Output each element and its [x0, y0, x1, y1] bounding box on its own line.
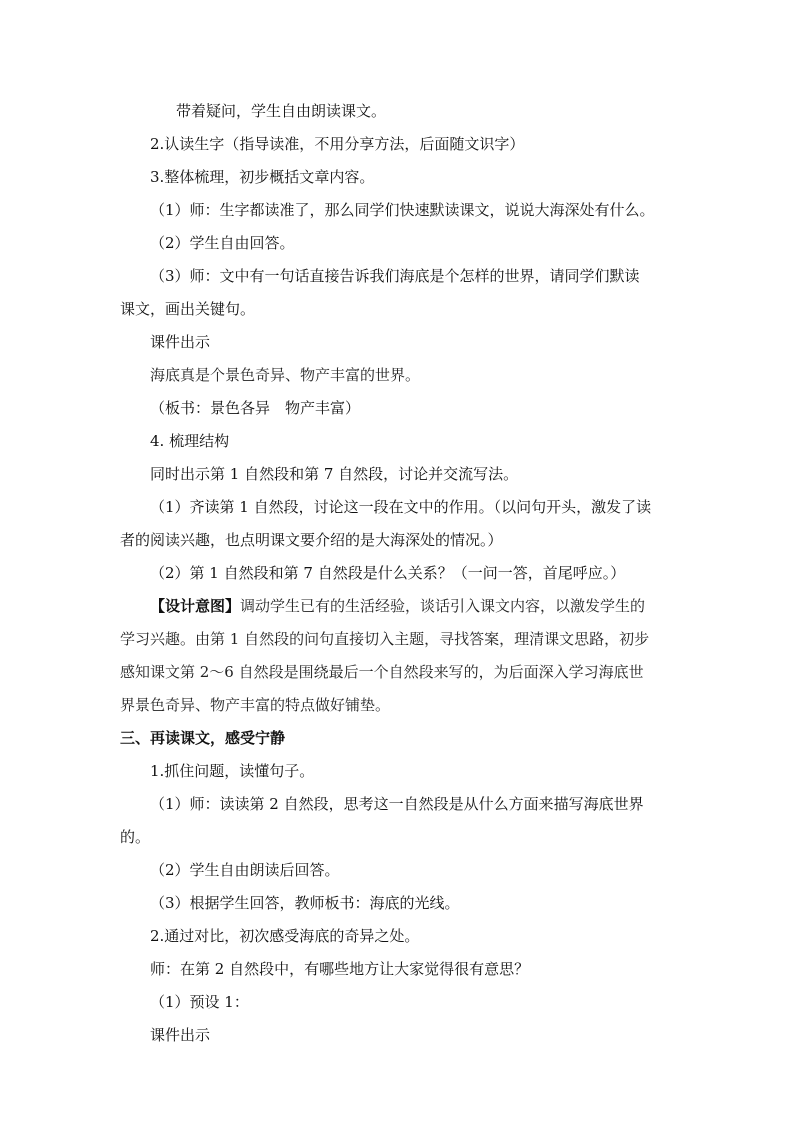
paragraph-line: 4. 梳理结构 — [150, 432, 230, 450]
paragraph-line: 师：在第 2 自然段中，有哪些地方让大家觉得很有意思？ — [150, 960, 530, 978]
paragraph-line: 2.认读生字（指导读准，不用分享方法，后面随文识字） — [150, 135, 525, 153]
paragraph-line: （1）预设 1： — [150, 993, 249, 1011]
paragraph-line: 的。 — [120, 828, 151, 846]
paragraph-line: 者的阅读兴趣，也点明课文要介绍的是大海深处的情况。） — [120, 531, 503, 549]
paragraph-line: （2）第 1 自然段和第 7 自然段是什么关系？（一问一答，首尾呼应。） — [150, 564, 626, 582]
paragraph-line: （3）师：文中有一句话直接告诉我们海底是个怎样的世界，请同学们默读 — [150, 267, 640, 285]
design-intent-text: 感知课文第 2～6 自然段是围绕最后一个自然段来写的，为后面深入学习海底世 — [120, 663, 644, 681]
design-intent-text: 界景色奇异、物产丰富的特点做好铺垫。 — [120, 696, 391, 714]
paragraph-line: （1）师：生字都读准了，那么同学们快速默读课文，说说大海深处有什么。 — [150, 201, 655, 219]
paragraph-line: 3.整体梳理，初步概括文章内容。 — [150, 168, 375, 186]
paragraph-line: 课件出示 — [150, 333, 211, 351]
paragraph-line: （3）根据学生回答，教师板书：海底的光线。 — [150, 894, 460, 912]
paragraph-line: 1.抓住问题，读懂句子。 — [150, 762, 315, 780]
paragraph-line: 2.通过对比，初次感受海底的奇异之处。 — [150, 927, 420, 945]
section-heading: 三、再读课文，感受宁静 — [120, 729, 286, 747]
quoted-sentence: 海底真是个景色奇异、物产丰富的世界。 — [150, 366, 421, 384]
paragraph-line: （1）师：读读第 2 自然段，思考这一自然段是从什么方面来描写海底世界 — [150, 795, 644, 813]
paragraph-line: 课文，画出关键句。 — [120, 300, 256, 318]
paragraph-line: （2）学生自由回答。 — [150, 234, 295, 252]
design-intent-text: 学习兴趣。由第 1 自然段的问句直接切入主题，寻找答案，理清课文思路，初步 — [120, 630, 650, 648]
design-intent-line — [150, 595, 710, 617]
design-intent-text: 调动学生已有的生活经验，谈话引入课文内容，以激发学生的 — [240, 597, 646, 615]
paragraph-line: 带着疑问，学生自由朗读课文。 — [176, 102, 387, 120]
paragraph-line: （2）学生自由朗读后回答。 — [150, 861, 340, 879]
design-intent-tag: 【设计意图】 — [150, 597, 241, 615]
paragraph-line: （1）齐读第 1 自然段，讨论这一段在文中的作用。（以问句开头，激发了读 — [150, 498, 652, 516]
paragraph-line: 同时出示第 1 自然段和第 7 自然段，讨论并交流写法。 — [150, 465, 519, 483]
blackboard-note: （板书：景色各异 物产丰富） — [150, 399, 361, 417]
paragraph-line: 课件出示 — [150, 1026, 211, 1044]
